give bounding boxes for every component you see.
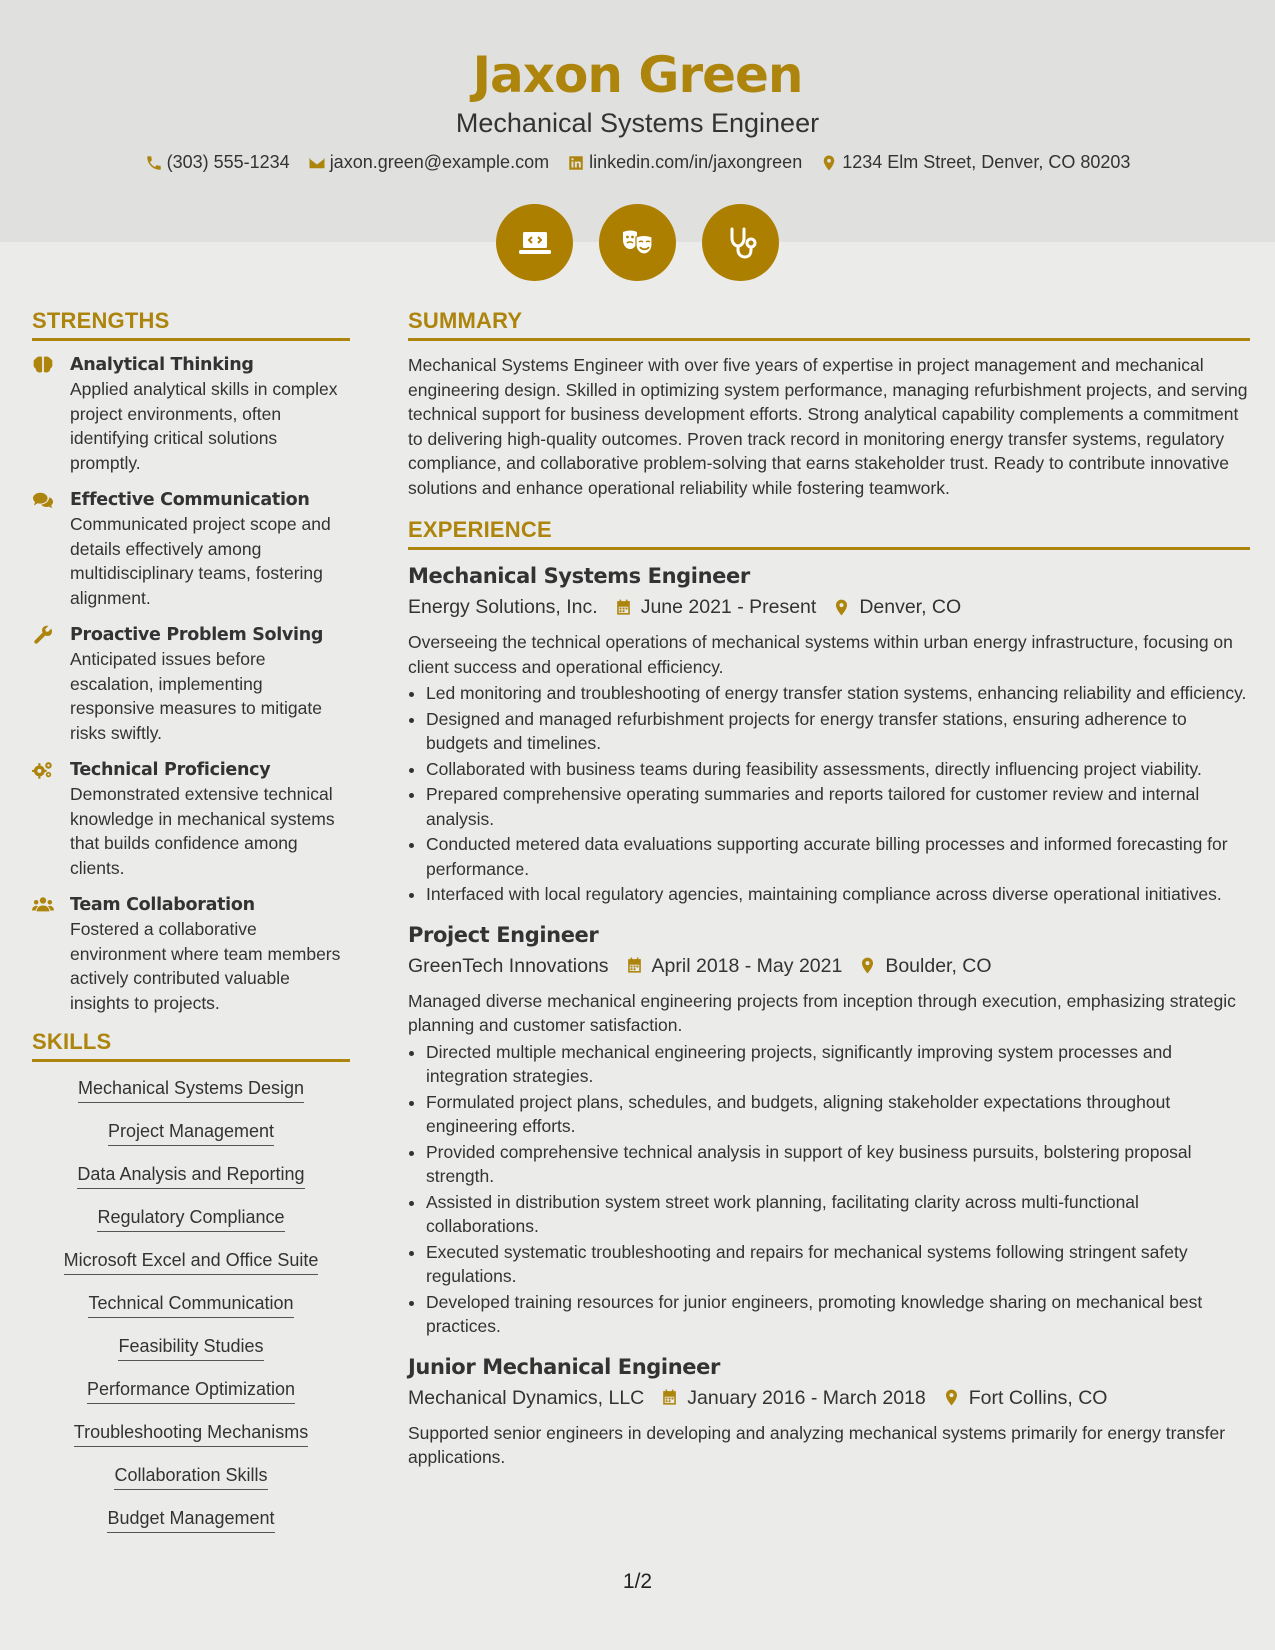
wrench-icon [32, 625, 54, 645]
skill-item: Mechanical Systems Design [78, 1078, 304, 1103]
contact-email[interactable] [308, 152, 549, 173]
contact-row [0, 152, 1275, 173]
contact-address-text: 1234 Elm Street, Denver, CO 80203 [842, 152, 1131, 172]
strength-text: Fostered a collaborative environment where team members actively contributed valuable insights to projects. [70, 919, 341, 1013]
cogs-icon [32, 760, 54, 780]
strength-title: Analytical Thinking [70, 355, 254, 375]
contact-phone[interactable] [145, 152, 290, 173]
job-entry [408, 562, 1250, 907]
skill-item: Microsoft Excel and Office Suite [64, 1250, 319, 1275]
badge-masks [599, 204, 676, 281]
calendar-icon [625, 956, 644, 975]
comments-icon [32, 490, 54, 510]
map-pin-icon [858, 956, 877, 975]
strength-text: Demonstrated extensive technical knowledge in mechanical systems that builds confidence among clients. [70, 784, 335, 878]
job-description: Managed diverse mechanical engineering projects from inception through execution, emphasizing strategic planning and customer satisfaction. [408, 990, 1236, 1035]
experience-heading: EXPERIENCE [408, 517, 1250, 550]
job-location: Denver, CO [859, 596, 962, 618]
left-column [32, 308, 350, 1551]
phone-icon [145, 154, 163, 172]
strength-item [32, 623, 350, 745]
skills-list [32, 1078, 350, 1551]
calendar-icon [614, 598, 633, 617]
brain-icon [32, 355, 54, 375]
job-title: Junior Mechanical Engineer [408, 1354, 720, 1379]
skill-item: Collaboration Skills [114, 1465, 267, 1490]
map-pin-icon [832, 598, 851, 617]
job-company: GreenTech Innovations [408, 954, 609, 977]
skill-item: Feasibility Studies [118, 1336, 263, 1361]
contact-linkedin-text: linkedin.com/in/jaxongreen [589, 152, 803, 172]
right-column [408, 308, 1250, 1470]
skills-heading: SKILLS [32, 1029, 350, 1062]
strength-item [32, 893, 350, 1015]
skill-item: Budget Management [107, 1508, 274, 1533]
badge-laptop [496, 204, 573, 281]
linkedin-icon [567, 154, 585, 172]
skill-item: Project Management [108, 1121, 274, 1146]
theater-masks-icon [618, 223, 658, 263]
strength-item [32, 758, 350, 880]
users-icon [32, 895, 54, 915]
job-bullet: • Assisted in distribution system street work planning, facilitating clarity across multi-functional collaborations. [426, 1190, 1250, 1239]
strength-text: Anticipated issues before escalation, implementing responsive measures to mitigate risks swiftly. [70, 649, 322, 743]
job-bullet: • Directed multiple mechanical engineering projects, significantly improving system processes and integration strategies. [426, 1040, 1250, 1089]
job-bullet: • Developed training resources for junior engineers, promoting knowledge sharing on mechanical best practices. [426, 1290, 1250, 1339]
job-entry [408, 1353, 1250, 1470]
job-bullets [408, 1040, 1250, 1339]
laptop-code-icon [515, 223, 555, 263]
job-company: Mechanical Dynamics, LLC [408, 1386, 645, 1409]
envelope-icon [308, 154, 326, 172]
job-description: Overseeing the technical operations of mechanical systems within urban energy infrastructure, focusing on client success and operational efficiency. [408, 632, 1233, 677]
strengths-heading: STRENGTHS [32, 308, 350, 341]
summary-text: Mechanical Systems Engineer with over five years of expertise in project management and mechanical engineering design. Skilled in optimizing system performance, managing refurbishment projects, and serving technical support for business development efforts. Strong analytical capability complements a commitment to delivering high-quality outcomes. Proven track record in monitoring energy transfer systems, regulatory compliance, and collaborative problem-solving that earns stakeholder trust. Ready to contribute innovative solutions and enhance operational reliability while fostering teamwork. [408, 355, 1248, 498]
candidate-title: Mechanical Systems Engineer [455, 108, 820, 138]
candidate-name: Jaxon Green [472, 46, 803, 104]
interest-badges [0, 204, 1275, 281]
job-bullet: • Conducted metered data evaluations supporting accurate billing processes and informed forecasting for performance. [426, 832, 1250, 881]
job-bullet: • Formulated project plans, schedules, and budgets, aligning stakeholder expectations throughout engineering efforts. [426, 1090, 1250, 1139]
contact-linkedin[interactable] [567, 152, 802, 173]
job-bullet: • Led monitoring and troubleshooting of energy transfer station systems, enhancing reliability and efficiency. [426, 681, 1250, 706]
job-location: Fort Collins, CO [968, 1386, 1108, 1409]
strength-text: Communicated project scope and details effectively among multidisciplinary teams, fostering alignment. [70, 514, 331, 608]
skill-item: Regulatory Compliance [97, 1207, 284, 1232]
job-entry [408, 921, 1250, 1339]
job-dates: April 2018 - May 2021 [651, 954, 843, 977]
job-company: Energy Solutions, Inc. [408, 596, 598, 618]
strength-title: Proactive Problem Solving [70, 625, 324, 645]
contact-phone-text: (303) 555-1234 [166, 152, 290, 172]
job-title: Mechanical Systems Engineer [408, 564, 750, 588]
job-bullet: • Executed systematic troubleshooting and repairs for mechanical systems following stringent safety regulations. [426, 1240, 1250, 1289]
page-number: 1/2 [622, 1570, 653, 1593]
job-meta [408, 951, 1250, 981]
job-bullet: • Interfaced with local regulatory agencies, maintaining compliance across diverse operational initiatives. [426, 882, 1250, 907]
job-title: Project Engineer [408, 922, 599, 947]
strength-text: Applied analytical skills in complex project environments, often identifying critical solutions promptly. [70, 379, 338, 473]
calendar-icon [660, 1388, 679, 1407]
contact-address [820, 152, 1130, 173]
job-description: Supported senior engineers in developing and analyzing mechanical systems primarily for energy transfer applications. [408, 1422, 1226, 1467]
stethoscope-icon [721, 223, 761, 263]
map-pin-icon [820, 154, 838, 172]
strength-title: Effective Communication [70, 490, 310, 510]
contact-email-text: jaxon.green@example.com [329, 152, 550, 172]
skill-item: Performance Optimization [87, 1379, 295, 1404]
skill-item: Technical Communication [88, 1293, 293, 1318]
job-meta [408, 592, 1250, 622]
job-meta [408, 1383, 1250, 1413]
skill-item: Data Analysis and Reporting [77, 1164, 304, 1189]
strength-item [32, 353, 350, 475]
badge-stethoscope [702, 204, 779, 281]
strength-title: Technical Proficiency [70, 760, 271, 780]
job-dates: June 2021 - Present [640, 596, 817, 618]
strength-item [32, 488, 350, 610]
summary-heading: SUMMARY [408, 308, 1250, 341]
skill-item: Troubleshooting Mechanisms [74, 1422, 308, 1447]
job-bullet: • Provided comprehensive technical analysis in support of key business pursuits, bolstering proposal strength. [426, 1140, 1250, 1189]
job-bullet: • Designed and managed refurbishment projects for energy transfer stations, ensuring adherence to budgets and timelines. [426, 707, 1250, 756]
job-bullet: • Collaborated with business teams during feasibility assessments, directly influencing project viability. [426, 757, 1250, 782]
job-dates: January 2016 - March 2018 [687, 1386, 926, 1409]
strength-title: Team Collaboration [70, 895, 255, 915]
job-location: Boulder, CO [885, 954, 992, 977]
job-bullets [408, 681, 1250, 907]
job-bullet: • Prepared comprehensive operating summaries and reports tailored for customer review and internal analysis. [426, 782, 1250, 831]
map-pin-icon [942, 1388, 961, 1407]
